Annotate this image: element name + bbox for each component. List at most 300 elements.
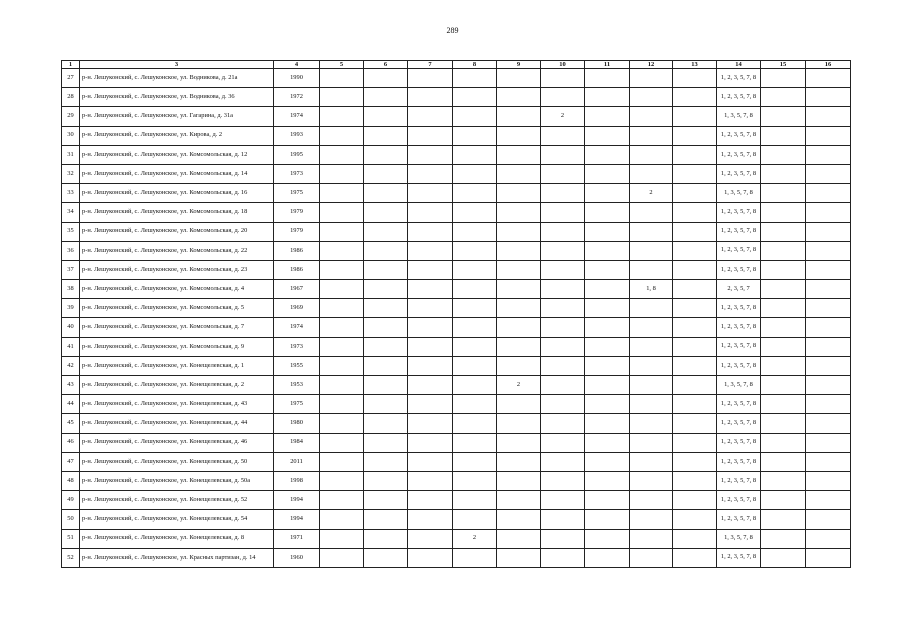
cell-8: [453, 510, 497, 529]
year-cell: 1967: [274, 280, 320, 299]
cell-11: [585, 452, 630, 471]
cell-12: 2: [630, 184, 673, 203]
cell-16: [806, 395, 851, 414]
cell-15: [761, 126, 806, 145]
cell-16: [806, 529, 851, 548]
cell-6: [364, 280, 408, 299]
row-number: 40: [62, 318, 80, 337]
row-number: 50: [62, 510, 80, 529]
address-cell: р-н. Лешуконский, с. Лешуконское, ул. Комсомольская, д. 7: [80, 318, 274, 337]
cell-13: [673, 280, 717, 299]
cell-14: 1, 2, 3, 5, 7, 8: [717, 510, 761, 529]
cell-15: [761, 356, 806, 375]
cell-7: [408, 126, 453, 145]
cell-11: [585, 145, 630, 164]
cell-14: 1, 2, 3, 5, 7, 8: [717, 260, 761, 279]
cell-5: [320, 491, 364, 510]
address-cell: р-н. Лешуконский, с. Лешуконское, ул. Комсомольская, д. 20: [80, 222, 274, 241]
cell-11: [585, 107, 630, 126]
table-row: [62, 491, 851, 510]
cell-12: [630, 414, 673, 433]
cell-12: [630, 356, 673, 375]
cell-8: [453, 356, 497, 375]
cell-14: 1, 2, 3, 5, 7, 8: [717, 356, 761, 375]
cell-16: [806, 548, 851, 567]
cell-10: [541, 491, 585, 510]
cell-12: [630, 88, 673, 107]
cell-5: [320, 395, 364, 414]
cell-15: [761, 241, 806, 260]
cell-11: [585, 280, 630, 299]
cell-7: [408, 241, 453, 260]
cell-15: [761, 337, 806, 356]
cell-8: [453, 433, 497, 452]
cell-10: [541, 299, 585, 318]
cell-12: [630, 107, 673, 126]
cell-5: [320, 107, 364, 126]
row-number: 30: [62, 126, 80, 145]
cell-6: [364, 491, 408, 510]
address-cell: р-н. Лешуконский, с. Лешуконское, ул. Конещелевская, д. 43: [80, 395, 274, 414]
cell-16: [806, 318, 851, 337]
cell-5: [320, 222, 364, 241]
cell-8: [453, 452, 497, 471]
cell-8: [453, 203, 497, 222]
column-header: 13: [673, 61, 717, 69]
cell-15: [761, 318, 806, 337]
cell-14: 1, 2, 3, 5, 7, 8: [717, 88, 761, 107]
cell-8: [453, 280, 497, 299]
cell-11: [585, 164, 630, 183]
cell-15: [761, 145, 806, 164]
cell-14: 2, 3, 5, 7: [717, 280, 761, 299]
cell-13: [673, 299, 717, 318]
row-number: 43: [62, 376, 80, 395]
address-cell: р-н. Лешуконский, с. Лешуконское, ул. Конещелевская, д. 54: [80, 510, 274, 529]
cell-9: [497, 433, 541, 452]
cell-9: [497, 491, 541, 510]
row-number: 33: [62, 184, 80, 203]
cell-15: [761, 107, 806, 126]
cell-10: [541, 529, 585, 548]
cell-13: [673, 145, 717, 164]
cell-6: [364, 337, 408, 356]
table-row: [62, 241, 851, 260]
cell-11: [585, 491, 630, 510]
cell-8: [453, 491, 497, 510]
year-cell: 1960: [274, 548, 320, 567]
cell-7: [408, 433, 453, 452]
year-cell: 1974: [274, 318, 320, 337]
cell-15: [761, 280, 806, 299]
cell-12: [630, 145, 673, 164]
cell-10: [541, 260, 585, 279]
cell-11: [585, 260, 630, 279]
cell-7: [408, 88, 453, 107]
row-number: 51: [62, 529, 80, 548]
cell-8: [453, 241, 497, 260]
cell-9: [497, 395, 541, 414]
table-row: [62, 318, 851, 337]
cell-16: [806, 164, 851, 183]
table-row: [62, 510, 851, 529]
cell-5: [320, 203, 364, 222]
cell-6: [364, 433, 408, 452]
address-cell: р-н. Лешуконский, с. Лешуконское, ул. Комсомольская, д. 5: [80, 299, 274, 318]
year-cell: 1990: [274, 69, 320, 88]
address-cell: р-н. Лешуконский, с. Лешуконское, ул. Конещелевская, д. 46: [80, 433, 274, 452]
cell-9: [497, 145, 541, 164]
cell-11: [585, 433, 630, 452]
row-number: 49: [62, 491, 80, 510]
cell-12: [630, 452, 673, 471]
cell-16: [806, 184, 851, 203]
address-cell: р-н. Лешуконский, с. Лешуконское, ул. Комсомольская, д. 9: [80, 337, 274, 356]
cell-14: 1, 2, 3, 5, 7, 8: [717, 126, 761, 145]
cell-16: [806, 280, 851, 299]
row-number: 47: [62, 452, 80, 471]
cell-5: [320, 299, 364, 318]
cell-12: 1, 8: [630, 280, 673, 299]
cell-5: [320, 318, 364, 337]
cell-14: 1, 2, 3, 5, 7, 8: [717, 491, 761, 510]
cell-9: [497, 203, 541, 222]
table-row: [62, 433, 851, 452]
cell-13: [673, 222, 717, 241]
cell-9: [497, 318, 541, 337]
table-row: [62, 376, 851, 395]
cell-8: [453, 88, 497, 107]
column-header: 1: [62, 61, 80, 69]
cell-8: [453, 318, 497, 337]
cell-7: [408, 491, 453, 510]
address-cell: р-н. Лешуконский, с. Лешуконское, ул. Конещелевская, д. 1: [80, 356, 274, 375]
table-row: [62, 299, 851, 318]
row-number: 37: [62, 260, 80, 279]
table-row: [62, 203, 851, 222]
cell-7: [408, 376, 453, 395]
cell-11: [585, 184, 630, 203]
cell-8: [453, 414, 497, 433]
address-cell: р-н. Лешуконский, с. Лешуконское, ул. Комсомольская, д. 18: [80, 203, 274, 222]
table-row: [62, 471, 851, 490]
cell-5: [320, 548, 364, 567]
cell-8: [453, 337, 497, 356]
cell-8: [453, 395, 497, 414]
cell-6: [364, 510, 408, 529]
table-row: [62, 145, 851, 164]
cell-15: [761, 299, 806, 318]
cell-6: [364, 126, 408, 145]
cell-13: [673, 260, 717, 279]
row-number: 31: [62, 145, 80, 164]
cell-9: [497, 107, 541, 126]
cell-13: [673, 433, 717, 452]
page-number: 289: [446, 26, 459, 35]
cell-7: [408, 184, 453, 203]
table-header-row: [62, 61, 851, 69]
cell-13: [673, 356, 717, 375]
cell-9: [497, 529, 541, 548]
address-cell: р-н. Лешуконский, с. Лешуконское, ул. Конещелевская, д. 52: [80, 491, 274, 510]
cell-16: [806, 510, 851, 529]
cell-12: [630, 337, 673, 356]
cell-5: [320, 164, 364, 183]
cell-12: [630, 241, 673, 260]
row-number: 39: [62, 299, 80, 318]
cell-15: [761, 433, 806, 452]
cell-12: [630, 471, 673, 490]
address-cell: р-н. Лешуконский, с. Лешуконское, ул. Комсомольская, д. 14: [80, 164, 274, 183]
cell-14: 1, 2, 3, 5, 7, 8: [717, 164, 761, 183]
cell-7: [408, 318, 453, 337]
cell-14: 1, 2, 3, 5, 7, 8: [717, 69, 761, 88]
column-header: 7: [408, 61, 453, 69]
address-cell: р-н. Лешуконский, с. Лешуконское, ул. Кирова, д. 2: [80, 126, 274, 145]
cell-12: [630, 491, 673, 510]
cell-6: [364, 88, 408, 107]
table-row: [62, 414, 851, 433]
cell-7: [408, 164, 453, 183]
column-header: 10: [541, 61, 585, 69]
year-cell: 1979: [274, 203, 320, 222]
cell-7: [408, 260, 453, 279]
row-number: 41: [62, 337, 80, 356]
cell-11: [585, 548, 630, 567]
cell-13: [673, 107, 717, 126]
cell-9: [497, 88, 541, 107]
cell-9: [497, 69, 541, 88]
year-cell: 1975: [274, 395, 320, 414]
cell-11: [585, 126, 630, 145]
cell-14: 1, 2, 3, 5, 7, 8: [717, 471, 761, 490]
cell-9: [497, 280, 541, 299]
cell-6: [364, 395, 408, 414]
cell-10: 2: [541, 107, 585, 126]
cell-7: [408, 510, 453, 529]
year-cell: 1972: [274, 88, 320, 107]
cell-11: [585, 376, 630, 395]
row-number: 48: [62, 471, 80, 490]
table-row: [62, 280, 851, 299]
cell-7: [408, 280, 453, 299]
column-header: 4: [274, 61, 320, 69]
cell-11: [585, 299, 630, 318]
cell-10: [541, 126, 585, 145]
cell-10: [541, 395, 585, 414]
cell-7: [408, 203, 453, 222]
year-cell: 1995: [274, 145, 320, 164]
table-row: [62, 337, 851, 356]
cell-10: [541, 203, 585, 222]
cell-10: [541, 69, 585, 88]
column-header: 14: [717, 61, 761, 69]
cell-6: [364, 356, 408, 375]
cell-9: [497, 222, 541, 241]
cell-15: [761, 88, 806, 107]
cell-9: [497, 184, 541, 203]
cell-10: [541, 548, 585, 567]
cell-11: [585, 337, 630, 356]
cell-6: [364, 241, 408, 260]
cell-16: [806, 356, 851, 375]
cell-12: [630, 376, 673, 395]
cell-16: [806, 299, 851, 318]
cell-5: [320, 126, 364, 145]
cell-5: [320, 414, 364, 433]
cell-11: [585, 395, 630, 414]
cell-15: [761, 395, 806, 414]
cell-9: [497, 164, 541, 183]
year-cell: 1973: [274, 164, 320, 183]
cell-12: [630, 203, 673, 222]
table-row: [62, 452, 851, 471]
cell-5: [320, 510, 364, 529]
cell-8: [453, 145, 497, 164]
table-row: [62, 126, 851, 145]
row-number: 28: [62, 88, 80, 107]
cell-5: [320, 356, 364, 375]
cell-7: [408, 145, 453, 164]
cell-12: [630, 260, 673, 279]
cell-16: [806, 126, 851, 145]
cell-9: [497, 510, 541, 529]
address-cell: р-н. Лешуконский, с. Лешуконское, ул. Конещелевская, д. 50а: [80, 471, 274, 490]
cell-10: [541, 280, 585, 299]
cell-13: [673, 452, 717, 471]
cell-14: 1, 3, 5, 7, 8: [717, 184, 761, 203]
column-header: 3: [80, 61, 274, 69]
cell-5: [320, 260, 364, 279]
cell-12: [630, 318, 673, 337]
cell-13: [673, 69, 717, 88]
cell-11: [585, 529, 630, 548]
cell-15: [761, 452, 806, 471]
cell-10: [541, 414, 585, 433]
cell-6: [364, 222, 408, 241]
cell-7: [408, 337, 453, 356]
cell-6: [364, 69, 408, 88]
cell-9: [497, 260, 541, 279]
column-header: 12: [630, 61, 673, 69]
cell-9: [497, 241, 541, 260]
cell-11: [585, 471, 630, 490]
cell-10: [541, 145, 585, 164]
cell-12: [630, 510, 673, 529]
cell-10: [541, 222, 585, 241]
table-row: [62, 88, 851, 107]
table-row: [62, 260, 851, 279]
cell-7: [408, 548, 453, 567]
cell-8: [453, 222, 497, 241]
column-header: 8: [453, 61, 497, 69]
cell-16: [806, 69, 851, 88]
cell-5: [320, 376, 364, 395]
year-cell: 1973: [274, 337, 320, 356]
cell-9: 2: [497, 376, 541, 395]
year-cell: 1994: [274, 491, 320, 510]
cell-15: [761, 184, 806, 203]
cell-15: [761, 222, 806, 241]
cell-11: [585, 222, 630, 241]
cell-13: [673, 395, 717, 414]
cell-15: [761, 260, 806, 279]
cell-14: 1, 3, 5, 7, 8: [717, 529, 761, 548]
cell-13: [673, 164, 717, 183]
cell-12: [630, 69, 673, 88]
column-header: 6: [364, 61, 408, 69]
cell-14: 1, 2, 3, 5, 7, 8: [717, 414, 761, 433]
cell-8: [453, 260, 497, 279]
cell-13: [673, 318, 717, 337]
cell-6: [364, 376, 408, 395]
row-number: 36: [62, 241, 80, 260]
address-cell: р-н. Лешуконский, с. Лешуконское, ул. Водникова, д. 36: [80, 88, 274, 107]
cell-8: 2: [453, 529, 497, 548]
year-cell: 1969: [274, 299, 320, 318]
cell-13: [673, 184, 717, 203]
cell-7: [408, 356, 453, 375]
cell-15: [761, 529, 806, 548]
address-cell: р-н. Лешуконский, с. Лешуконское, ул. Конещелевская, д. 8: [80, 529, 274, 548]
cell-6: [364, 299, 408, 318]
cell-5: [320, 529, 364, 548]
address-cell: р-н. Лешуконский, с. Лешуконское, ул. Комсомольская, д. 23: [80, 260, 274, 279]
cell-8: [453, 299, 497, 318]
cell-8: [453, 107, 497, 126]
cell-9: [497, 452, 541, 471]
cell-10: [541, 452, 585, 471]
address-cell: р-н. Лешуконский, с. Лешуконское, ул. Комсомольская, д. 22: [80, 241, 274, 260]
cell-15: [761, 164, 806, 183]
cell-12: [630, 529, 673, 548]
cell-10: [541, 241, 585, 260]
table-row: [62, 184, 851, 203]
cell-12: [630, 548, 673, 567]
row-number: 46: [62, 433, 80, 452]
cell-8: [453, 69, 497, 88]
column-header: 16: [806, 61, 851, 69]
cell-13: [673, 88, 717, 107]
address-cell: р-н. Лешуконский, с. Лешуконское, ул. Водникова, д. 21а: [80, 69, 274, 88]
cell-16: [806, 414, 851, 433]
cell-16: [806, 452, 851, 471]
cell-6: [364, 471, 408, 490]
year-cell: 1984: [274, 433, 320, 452]
cell-11: [585, 510, 630, 529]
cell-13: [673, 510, 717, 529]
cell-11: [585, 69, 630, 88]
cell-8: [453, 548, 497, 567]
cell-10: [541, 376, 585, 395]
year-cell: 2011: [274, 452, 320, 471]
table-row: [62, 69, 851, 88]
address-cell: р-н. Лешуконский, с. Лешуконское, ул. Конещелевская, д. 44: [80, 414, 274, 433]
cell-12: [630, 164, 673, 183]
year-cell: 1971: [274, 529, 320, 548]
year-cell: 1974: [274, 107, 320, 126]
cell-13: [673, 548, 717, 567]
cell-9: [497, 299, 541, 318]
cell-13: [673, 126, 717, 145]
cell-16: [806, 145, 851, 164]
cell-15: [761, 376, 806, 395]
cell-15: [761, 69, 806, 88]
row-number: 29: [62, 107, 80, 126]
cell-6: [364, 164, 408, 183]
cell-7: [408, 299, 453, 318]
cell-5: [320, 452, 364, 471]
